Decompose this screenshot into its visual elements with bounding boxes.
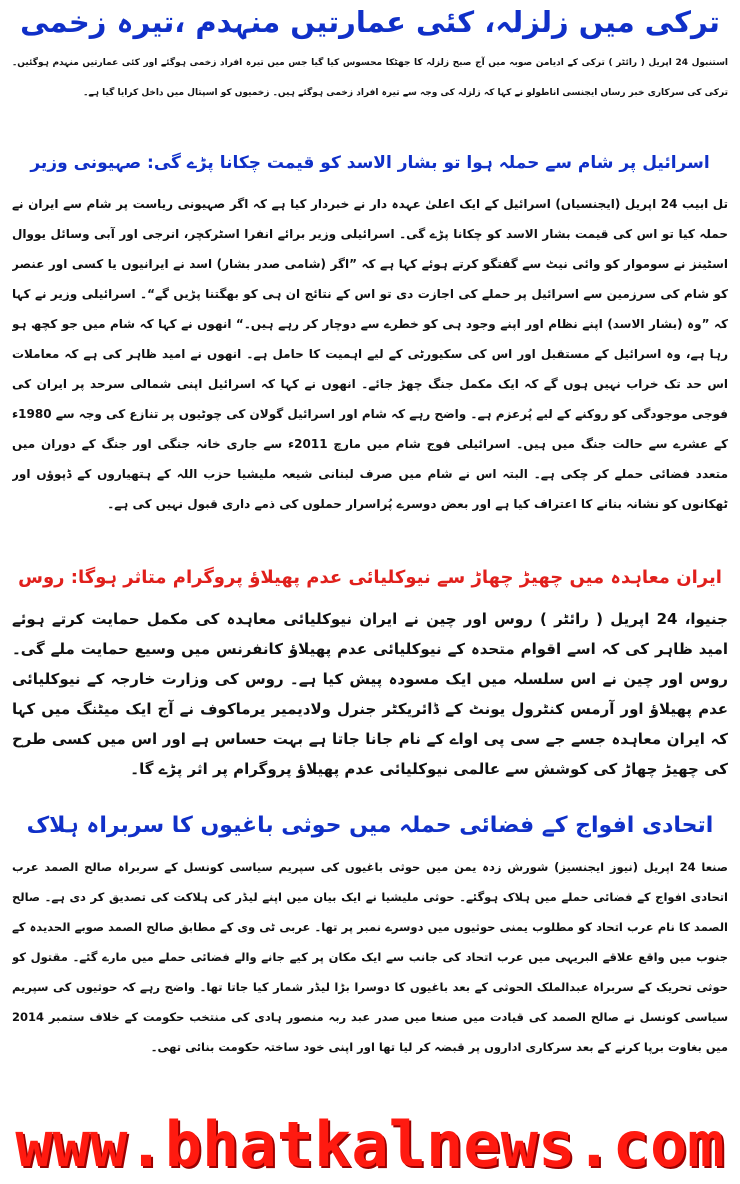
- body-turkey-earthquake: استنبول 24 اپریل ( رائٹر ) ترکی کے ادیامن صوبہ میں آج صبح زلزلہ کا جھٹکا محسوس کیا گیا جس میں تیرہ افراد زخمی ہوگئے اور کئی عمارتیں منہدم ہوگئیں۔ ترکی کی سرکاری خبر رساں ایجنسی اناطولو نے کہا کہ زلزلہ کی وجہ سے تیرہ افراد زخمی ہوگئے ہیں۔ زخمیوں کو اسپتال میں داخل کرایا گیا ہے۔: [12, 58, 728, 98]
- site-url-watermark: www.bhatkalnews.com: [15, 1108, 725, 1181]
- body-houthi-leader: صنعا 24 اپریل (نیوز ایجنسیز) شورش زدہ یمن میں حوثی باغیوں کی سپریم سیاسی کونسل کے سربراہ صالح الصمد عرب اتحادی افواج کے فضائی حملے میں ہلاک ہوگئے۔ حوثی ملیشیا نے ایک بیان میں اپنے لیڈر کی ہلاکت کی تصدیق کر دی ہے۔ صالح الصمد کا نام عرب اتحاد کو مطلوب یمنی حوثیوں میں دوسرے نمبر پر تھا۔ عربی ٹی وی کے مطابق صالح الصمد صوبے الحدیدہ کے جنوب میں واقع علاقے البریہی میں عرب اتحاد کی جانب سے ایک مکان پر کیے جانے والے فضائی حملے میں مارے گئے۔ مقتول کو حوثی تحریک کے سربراہ عبدالملک الحوثی کے بعد باغیوں کا دوسرا بڑا لیڈر شمار کیا جاتا تھا۔ واضح رہے کہ حوثیوں کی سپریم سیاسی کونسل نے صالح الصمد کی قیادت میں صنعا میں صدر عبد ربہ منصور ہادی کی منتخب حکومت کے خلاف ستمبر 2014 میں بغاوت برپا کرنے کے بعد سرکاری اداروں پر قبضہ کر لیا تھا اور اپنی خود ساختہ حکومت بنائی تھی۔: [12, 860, 728, 1054]
- article-israel-syria: [12, 145, 728, 521]
- article-turkey-earthquake: [12, 4, 728, 110]
- body-iran-deal-russia: جنیوا، 24 اپریل ( رائٹر ) روس اور چین نے ایران نیوکلیائی معاہدہ کی مکمل حمایت کرتے ہوئے امید ظاہر کی کہ اسے اقوام متحدہ کے نیوکلیائی عدم پھیلاؤ کانفرنس میں وسیع حمایت ملے گی۔ روس اور چین نے اس سلسلہ میں ایک مسودہ پیش کیا ہے۔ روس کی وزارت خارجہ کے نیوکلیائی عدم پھیلاؤ اور آرمس کنٹرول یونٹ کے ڈائریکٹر جنرل ولادیمیر یرماکوف نے آج ایک میٹنگ میں کہا کہ ایران معاہدہ جسے جے سی پی اواے کے نام جانا جاتا ہے بہت حساس ہے اور اس میں کسی طرح کی چھیڑ چھاڑ کی کوشش سے عالمی نیوکلیائی عدم پھیلاؤ پروگرام پر اثر پڑے گا۔: [12, 610, 728, 778]
- headline-turkey-earthquake: ترکی میں زلزلہ، کئی عمارتیں منہدم ،تیرہ زخمی: [20, 5, 720, 39]
- body-israel-syria: تل ابیب 24 اپریل (ایجنسیاں) اسرائیل کے ایک اعلیٰ عہدہ دار نے خبردار کیا ہے کہ اگر صہیونی ریاست پر شام سے ایران نے حملہ کیا تو اس کی قیمت بشار الاسد کو چکانا پڑے گی۔ اسرائیلی وزیر برائے انفرا اسٹرکچر، انرجی اور آبی وسائل یووال اسٹینز نے سوموار کو وائی نیٹ سے گفتگو کرتے ہوئے کہا ہے کہ ”اگر (شامی صدر بشار) اسد نے ایرانیوں یا کسی اور عنصر کو شام کی سرزمین سے اسرائیل پر حملے کی اجازت دی تو اس کے نتائج ان ہی کو بھگتنا پڑیں گے“۔ اسرائیلی وزیر نے کہا کہ ”وہ (بشار الاسد) اپنے نظام اور اپنے وجود ہی کو خطرے سے دوچار کر رہے ہیں۔“ انھوں نے کہا کہ شام میں جو کچھ ہو رہا ہے، وہ اسرائیل کے مستقبل اور اس کی سکیورٹی کے لیے اہمیت کا حامل ہے۔ انھوں نے امید ظاہر کی ہے کہ معاملات اس حد تک خراب نہیں ہوں گے کہ ایک مکمل جنگ چھڑ جائے۔ انھوں نے کہا کہ اسرائیل اپنی شمالی سرحد پر ایران کی فوجی موجودگی کو روکنے کے لیے پُرعزم ہے۔ واضح رہے کہ شام اور اسرائیل گولان کی چوٹیوں پر تنازع کی وجہ سے 1980ء کے عشرے سے حالت جنگ میں ہیں۔ اسرائیلی فوج شام میں مارچ 2011ء سے جاری خانہ جنگی اور جنگ کے دوران میں متعدد فضائی حملے کر چکی ہے۔ البتہ اس نے شام میں صرف لبنانی شیعہ ملیشیا حزب اللہ کے ہتھیاروں کے ڈپوؤں اور ٹھکانوں کو نشانہ بنانے کا اعتراف کیا ہے اور بعض دوسرے پُراسرار حملوں کی ذمے داری قبول نہیں کی ہے۔: [12, 197, 728, 511]
- headline-iran-deal-russia: ایران معاہدہ میں چھیڑ چھاڑ سے نیوکلیائی عدم پھیلاؤ پروگرام متاثر ہوگا: روس: [18, 567, 722, 588]
- article-houthi-leader: [12, 808, 728, 1064]
- article-iran-deal-russia: [12, 560, 728, 786]
- site-banner: [0, 1106, 740, 1184]
- headline-houthi-leader: اتحادی افواج کے فضائی حملہ میں حوثی باغیوں کا سربراہ ہلاک: [26, 813, 714, 838]
- headline-israel-syria: اسرائیل پر شام سے حملہ ہوا تو بشار الاسد کو قیمت چکانا پڑے گی: صہیونی وزیر: [30, 153, 710, 173]
